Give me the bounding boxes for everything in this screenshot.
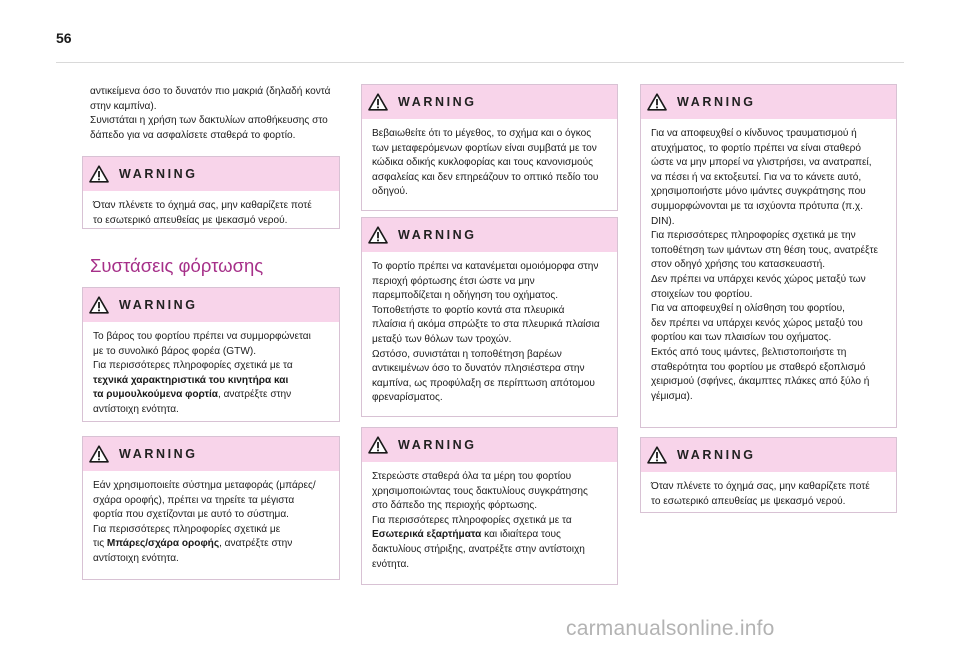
warning-body (362, 252, 617, 406)
header-rule (56, 62, 904, 63)
warning-triangle-icon (89, 445, 109, 463)
warning-line (93, 537, 329, 552)
warning-line: των μεταφερόμενων φορτίων είναι συμβατά με τον (372, 142, 597, 154)
warning-text: τις (93, 538, 107, 550)
section-title: Συστάσεις φόρτωσης (90, 255, 264, 276)
page-number: 56 (56, 30, 72, 46)
warning-title: WARNING (677, 95, 756, 109)
warning-line: σταθερότητα του φορτίου με σταθερό εξοπλισμό (651, 361, 866, 373)
warning-body (83, 322, 339, 418)
warning-line: το εσωτερικό απευθείας με ψεκασμό νερού. (93, 214, 288, 226)
warning-line: ώστε να μην μπορεί να γλιστρήσει, να ανατραπεί, (651, 157, 872, 169)
warning-line: Τοποθετήστε το φορτίο κοντά στα πλευρικά (372, 304, 565, 316)
warning-body (641, 119, 896, 404)
warning-line (93, 374, 329, 389)
warning-line: Όταν πλένετε το όχημά σας, μην καθαρίζετε ποτέ (93, 200, 312, 211)
warning-title: WARNING (677, 448, 756, 462)
warning-line: οδηγού. (372, 186, 408, 198)
warning-header (362, 428, 617, 462)
warning-line: ασφαλείας και δεν επηρεάζουν το οπτικό πεδίο του (372, 171, 599, 183)
warning-body (83, 191, 339, 228)
warning-body (362, 119, 617, 200)
warning-title: WARNING (119, 298, 198, 312)
warning-body (641, 472, 896, 509)
warning-line: να πέσει ή να εκτοξευτεί. Για να το κάνετε αυτό, (651, 171, 862, 183)
warning-line: Το φορτίο πρέπει να κατανέμεται ομοιόμορφα στην (372, 261, 599, 272)
warning-box (82, 156, 340, 229)
warning-header (83, 157, 339, 191)
warning-line: δεν πρέπει να υπάρχει κενός χώρος μεταξύ του (651, 317, 863, 329)
warning-line: χρησιμοποιώντας τους δακτυλίους συγκράτησης (372, 485, 588, 497)
intro-line: στην καμπίνα). (90, 100, 157, 112)
warning-triangle-icon (647, 93, 667, 111)
bold-link-text: Εσωτερικά εξαρτήματα (372, 529, 482, 541)
warning-line: Για περισσότερες πληροφορίες σχετικά με την (651, 230, 856, 242)
warning-line: DIN). (651, 215, 675, 227)
warning-line (372, 528, 607, 543)
warning-line: στον οδηγό χρήσης του κατασκευαστή. (651, 259, 826, 271)
warning-line: κώδικα οδικής κυκλοφορίας και τους κανονισμούς (372, 157, 594, 169)
warning-line: φορτία που σχετίζονται με αυτό το σύστημα. (93, 509, 289, 521)
warning-line: Για περισσότερες πληροφορίες σχετικά με τα (372, 514, 572, 526)
warning-triangle-icon (647, 446, 667, 464)
warning-line: αντίστοιχη ενότητα. (93, 552, 179, 564)
warning-line: παρεμποδίζεται η οδήγηση του οχήματος. (372, 290, 559, 302)
warning-box (640, 84, 897, 428)
warning-line: γέμισμα). (651, 390, 693, 402)
warning-header (362, 85, 617, 119)
warning-line: με το συνολικό βάρος φορέα (GTW). (93, 345, 257, 357)
warning-line: χειρισμού (σφήνες, άκαμπτες πλάκες από ξύλο ή (651, 376, 870, 388)
warning-line: αντικειμένων όσο το δυνατόν πλησιέστερα στην (372, 363, 585, 375)
warning-line: συμμορφώνονται με τα ισχύοντα πρότυπα (π.χ. (651, 200, 864, 212)
warning-line (93, 388, 329, 403)
warning-line: Για περισσότερες πληροφορίες σχετικά με τα (93, 360, 293, 372)
warning-line: Βεβαιωθείτε ότι το μέγεθος, το σχήμα και ο όγκος (372, 128, 592, 139)
warning-title: WARNING (119, 167, 198, 181)
warning-header (83, 437, 339, 471)
warning-text: , ανατρέξτε στην (217, 389, 292, 401)
warning-header (362, 218, 617, 252)
warning-line: φορτίου και των πλαισίων του οχήματος. (651, 332, 832, 344)
warning-header (641, 438, 896, 472)
warning-triangle-icon (368, 436, 388, 454)
warning-line: ενότητα. (372, 558, 410, 570)
warning-line: Εκτός από τους ιμάντες, βελτιστοποιήστε τη (651, 346, 847, 358)
warning-line: ατυχήματος, το φορτίο πρέπει να είναι σταθερό (651, 142, 861, 154)
warning-title: WARNING (398, 95, 477, 109)
warning-line: Ωστόσο, συνιστάται η τοποθέτηση βαρέων (372, 348, 562, 360)
warning-line: περιοχή φόρτωσης έτσι ώστε να μην (372, 275, 535, 287)
warning-box (82, 287, 340, 422)
intro-line: αντικείμενα όσο το δυνατόν πιο μακριά (δηλαδή κοντά (90, 86, 331, 97)
warning-line: δακτυλίους στήριξης, ανατρέξτε στην αντίστοιχη (372, 543, 585, 555)
warning-box (82, 436, 340, 580)
intro-line: Συνιστάται η χρήση των δακτυλίων αποθήκευσης στο (90, 115, 328, 127)
warning-line: μεταξύ των θόλων των τροχών. (372, 333, 512, 345)
bold-link-text: τα ρυμουλκούμενα φορτία (93, 389, 218, 401)
warning-line: στοιχείων του φορτίου. (651, 288, 753, 300)
warning-triangle-icon (89, 165, 109, 183)
warning-line: πλαίσια ή ακόμα σπρώξτε το στα πλευρικά πλαίσια (372, 319, 600, 331)
warning-line: Το βάρος του φορτίου πρέπει να συμμορφώνεται (93, 331, 311, 342)
warning-title: WARNING (398, 228, 477, 242)
warning-title: WARNING (119, 447, 198, 461)
warning-text: , ανατρέξτε στην (219, 538, 293, 550)
warning-body (362, 462, 617, 572)
warning-line: αντίστοιχη ενότητα. (93, 403, 179, 415)
warning-box (640, 437, 897, 513)
warning-line: Όταν πλένετε το όχημά σας, μην καθαρίζετε ποτέ (651, 481, 870, 492)
intro-line: δάπεδο για να ασφαλίσετε σταθερά το φορτίο. (90, 129, 296, 141)
warning-line: Για να αποφευχθεί η ολίσθηση του φορτίου, (651, 303, 845, 315)
warning-box (361, 427, 618, 585)
warning-line: σχάρα οροφής), πρέπει να τηρείτε τα μέγιστα (93, 494, 295, 506)
warning-line: φρεναρίσματος. (372, 392, 443, 404)
warning-line: Εάν χρησιμοποιείτε σύστημα μεταφοράς (μπάρες/ (93, 480, 316, 491)
bold-link-text: Μπάρες/σχάρα οροφής (106, 538, 220, 550)
warning-header (83, 288, 339, 322)
warning-header (641, 85, 896, 119)
warning-line: στο δάπεδο της περιοχής φόρτωσης. (372, 500, 538, 512)
warning-box (361, 217, 618, 417)
warning-box (361, 84, 618, 211)
warning-line: Δεν πρέπει να υπάρχει κενός χώρος μεταξύ των (651, 273, 866, 285)
bold-link-text: τεχνικά χαρακτηριστικά του κινητήρα και (93, 374, 289, 386)
warning-triangle-icon (89, 296, 109, 314)
warning-line: καμπίνα, ως προφύλαξη σε περίπτωση απότομου (372, 377, 595, 389)
warning-line: Για περισσότερες πληροφορίες σχετικά με (93, 523, 281, 535)
warning-triangle-icon (368, 226, 388, 244)
warning-text: και ιδιαίτερα τους (481, 529, 561, 541)
warning-line: το εσωτερικό απευθείας με ψεκασμό νερού. (651, 495, 846, 507)
intro-paragraph (90, 85, 340, 143)
warning-line: τοποθέτηση των ιμάντων στη θέση τους, ανατρέξτε (651, 244, 879, 256)
warning-title: WARNING (398, 438, 477, 452)
warning-line: χρησιμοποιήστε μόνο ιμάντες συγκράτησης που (651, 186, 866, 198)
warning-line: Στερεώστε σταθερά όλα τα μέρη του φορτίου (372, 471, 572, 482)
warning-body (83, 471, 339, 567)
warning-triangle-icon (368, 93, 388, 111)
watermark-text: carmanualsonline.info (566, 617, 775, 640)
warning-line: Για να αποφευχθεί ο κίνδυνος τραυματισμού ή (651, 128, 857, 139)
